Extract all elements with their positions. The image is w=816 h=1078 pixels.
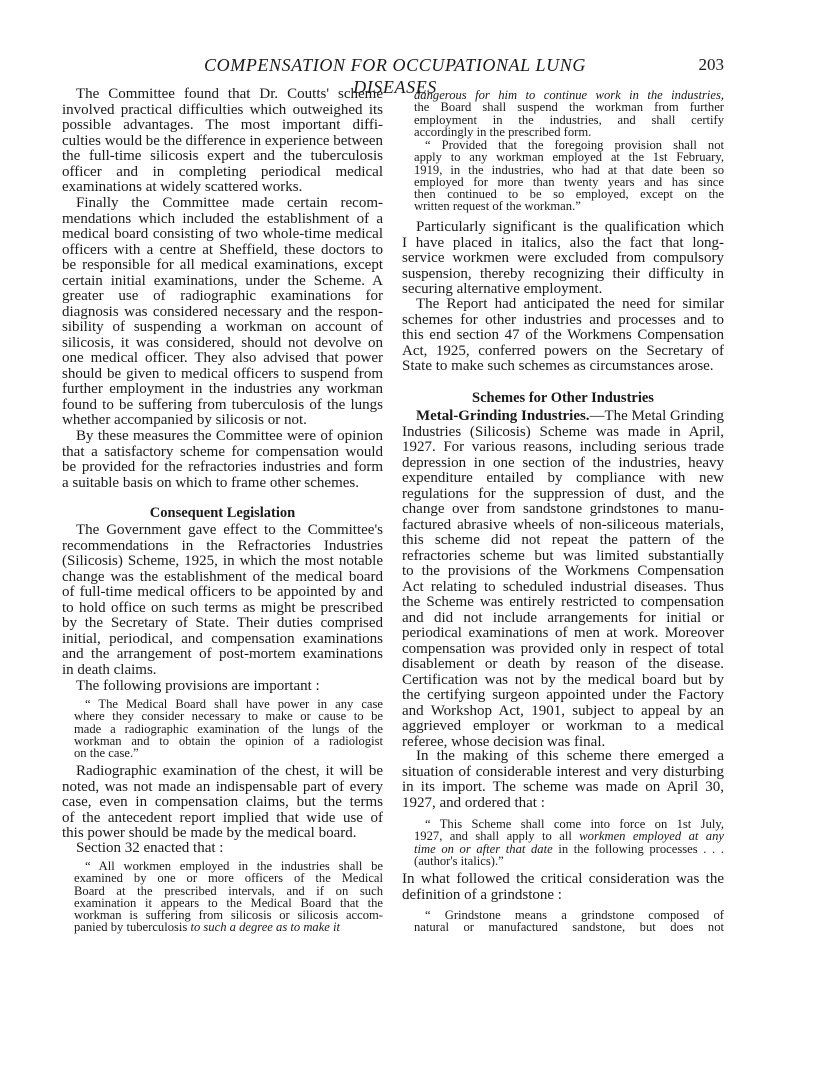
line-content: natural or manufactured sandstone, but does not: [414, 920, 724, 935]
text-line: [62, 460, 383, 476]
line-content: this scheme did not repeat the pattern of the: [402, 532, 724, 548]
paragraph: [62, 429, 383, 491]
line-content: In what followed the critical consideration was the: [402, 871, 724, 887]
line-content: definition of a grindstone :: [402, 886, 562, 903]
heading-text: [62, 505, 383, 521]
italic-text: time on or after that date: [414, 841, 553, 856]
text-line: [402, 220, 724, 236]
line-content: to the provisions of the Workmens Compensation: [402, 563, 724, 579]
line-content: recommendations in the Refractories Industries: [62, 537, 383, 554]
text-line: [62, 632, 383, 648]
line-content: change was the establishment of the medical board: [62, 568, 383, 585]
text-line: [62, 570, 383, 586]
text-line: [402, 456, 724, 472]
text-line: [62, 165, 383, 181]
paragraph: [62, 196, 383, 429]
line-content: and Workshop Act, 1901, subject to appeal by an: [402, 702, 724, 719]
paragraph: [402, 749, 724, 811]
line-content: expenditure entailed by compliance with new: [402, 470, 724, 486]
line-content: 1927. For various reasons, including serious trade: [402, 439, 724, 455]
line-content: examination it appears to the Medical Board that the: [74, 895, 383, 910]
text-line: [62, 413, 383, 429]
text-line: [402, 595, 724, 611]
line-content: and did not include arrangements for initial or: [402, 609, 724, 626]
line-content: “ Provided that the foregoing provision shall not: [425, 138, 724, 152]
line-content: sibility of suspending a workman on account of: [62, 319, 383, 335]
line-content: factured abrasive wheels of non-siliceous materials,: [402, 516, 724, 533]
line-content: then continued to be so employed, except on the: [414, 187, 724, 202]
text-line: [62, 258, 383, 274]
line-content: the Board shall suspend the workman from further: [414, 100, 724, 115]
line-content: involved practical difficulties which outweighed its: [62, 101, 383, 118]
text-line: [414, 921, 724, 933]
line-content: medical board consisting of two whole-time medical: [62, 226, 383, 242]
text-line: [414, 855, 724, 867]
text-line: [62, 841, 383, 857]
line-content: culties would be the difference in experience between: [62, 132, 383, 149]
text-line: [402, 872, 724, 888]
line-content: in death claims.: [62, 661, 157, 678]
line-content: in its import. The scheme was made on April 30,: [402, 779, 724, 795]
text-line: [402, 657, 724, 673]
line-content: Industries (Silicosis) Scheme was made in April,: [402, 423, 724, 440]
italic-text: workmen employed at any: [579, 829, 724, 844]
text-line: [402, 704, 724, 720]
text-line: [402, 236, 724, 252]
line-content: this power should be made by the medical board.: [62, 825, 357, 841]
line-content: by the Secretary of State. Their duties comprised: [62, 615, 383, 631]
text-line: [402, 409, 724, 425]
line-content: certain initial examinations, under the Scheme. A: [62, 272, 383, 289]
text-line: [402, 533, 724, 549]
line-content: Section 32 enacted that :: [76, 840, 224, 856]
line-content: Consequent Legislation: [149, 505, 296, 521]
line-content: The following provisions are important :: [76, 678, 320, 694]
line-content: disablement or death by reason of the disease.: [402, 656, 724, 672]
text-line: [62, 180, 383, 196]
line-content: I have placed in italics, also the fact that long-: [402, 234, 724, 251]
line-content: found to be suffering from tuberculosis of the lungs: [62, 396, 383, 413]
text-segment: —The Metal Grinding: [589, 408, 724, 424]
text-line: [62, 795, 383, 811]
text-line: [62, 398, 383, 414]
text-line: [62, 103, 383, 119]
text-line: [402, 518, 724, 534]
section-heading: [402, 390, 724, 406]
line-content: initial, periodical, and compensation examinations: [62, 630, 383, 647]
line-content: depression in one section of the industries, heavy: [402, 454, 724, 471]
running-title: COMPENSATION FOR OCCUPATIONAL LUNG DISEASES: [204, 55, 586, 97]
paragraph: [402, 220, 724, 298]
line-content: examined by one or more officers of the Medical: [74, 871, 383, 886]
text-line: [62, 647, 383, 663]
paragraph: [62, 87, 383, 196]
text-line: [62, 811, 383, 827]
line-content: examinations at widely scattered works.: [62, 179, 303, 195]
line-content: refractories scheme but was limited substantially: [402, 547, 724, 564]
text-line: [62, 554, 383, 570]
text-line: [402, 749, 724, 765]
line-content: securing alternative employment.: [402, 281, 603, 297]
block-quote: [74, 698, 383, 759]
text-line: [62, 305, 383, 321]
line-content: possible advantages. The most important diffi-: [62, 117, 383, 133]
text-line: [62, 616, 383, 632]
block-quote: [414, 139, 724, 213]
line-content: [74, 921, 340, 933]
line-content: aggrieved employer or workman to a medical: [402, 718, 724, 734]
line-content: service workmen were excluded from compulsory: [402, 250, 724, 266]
line-content: regulations for the suppression of dust, and the: [402, 485, 724, 502]
line-content: 1919, in the industries, who had at that date been so: [414, 162, 724, 177]
text-line: [402, 888, 724, 904]
text-line: [402, 328, 724, 344]
line-content: Schemes for Other Industries: [472, 390, 654, 406]
line-content: officers with a centre at Sheffield, these doctors to: [62, 241, 383, 258]
line-content: change over from sandstone grindstones to manu-: [402, 501, 724, 517]
text-line: [402, 425, 724, 441]
text-line: [402, 611, 724, 627]
text-line: [62, 764, 383, 780]
text-line: [62, 134, 383, 150]
line-content: The Committee found that Dr. Coutts' scheme: [76, 86, 383, 102]
line-content: one medical officer. They also advised that power: [62, 350, 383, 366]
paragraph: [402, 409, 724, 750]
text-line: [62, 476, 383, 492]
line-content: [416, 409, 724, 425]
text-line: [402, 796, 724, 812]
text-line: [62, 336, 383, 352]
line-content: silicosis, it was considered, should not devolve on: [62, 334, 383, 351]
text-line: [402, 549, 724, 565]
text-line: [414, 200, 724, 212]
text-line: [402, 440, 724, 456]
line-content: the Scheme was entirely restricted to compensation: [402, 594, 724, 610]
line-content: Board at the prescribed intervals, and if on such: [74, 883, 383, 898]
text-line: [62, 212, 383, 228]
block-quote: [414, 909, 724, 934]
line-content: (author's italics).”: [414, 853, 504, 868]
line-content: referee, whose decision was final.: [402, 733, 606, 750]
text-line: [402, 344, 724, 360]
text-line: [402, 267, 724, 283]
text-line: [402, 719, 724, 735]
line-content: “ All workmen employed in the industries shall be: [85, 859, 383, 873]
line-content: employment in the industries, and shall certify: [414, 112, 724, 127]
line-content: be provided for the refractories industries and form: [62, 459, 383, 475]
text-line: [62, 539, 383, 555]
text-line: [62, 382, 383, 398]
line-content: diagnosis was considered necessary and the respon-: [62, 303, 383, 320]
line-content: and the arrangement of post-mortem examinations: [62, 646, 383, 662]
line-content: By these measures the Committee were of opinion: [76, 428, 383, 444]
text-line: [62, 196, 383, 212]
text-line: [402, 580, 724, 596]
paragraph: [62, 523, 383, 678]
line-content: of the antecedent report implied that wide use of: [62, 809, 383, 826]
text-line: [62, 118, 383, 134]
line-content: accordingly in the prescribed form.: [414, 124, 592, 139]
text-line: [402, 673, 724, 689]
line-content: “ Grindstone means a grindstone composed of: [425, 908, 724, 922]
text-segment: 1927, and shall apply to all: [414, 829, 580, 844]
text-line: [402, 502, 724, 518]
line-content: The Report had anticipated the need for similar: [416, 296, 724, 312]
text-line: [402, 642, 724, 658]
text-line: [74, 921, 383, 933]
line-content: apply to any workman employed at the 1st February,: [414, 150, 724, 165]
line-content: officer and in completing periodical medical: [62, 163, 383, 180]
text-line: [62, 429, 383, 445]
line-content: Act, 1925, conferred powers on the Secretary of: [402, 342, 724, 359]
line-content: suspension, thereby recognizing their difficulty in: [402, 265, 724, 282]
page-number: 203: [698, 55, 724, 74]
line-content: workman is suffering from silicosis or silicosis accom-: [74, 908, 383, 923]
text-line: [62, 445, 383, 461]
line-content: noted, was not made an indispensable part of every: [62, 778, 383, 795]
text-line: [62, 663, 383, 679]
line-content: workman and to obtain the opinion of a radiologist: [74, 733, 383, 748]
italic-text: dangerous for him to continue work in the industries,: [414, 88, 724, 102]
text-line: [62, 601, 383, 617]
line-content: the certifying surgeon appointed under the Factory: [402, 687, 724, 703]
text-line: [62, 274, 383, 290]
heading-text: [402, 390, 724, 406]
line-content: that a satisfactory scheme for compensation would: [62, 443, 383, 460]
text-line: [402, 297, 724, 313]
text-segment: in the following processes . . .: [552, 841, 724, 856]
italic-text: to such a degree as to make it: [190, 920, 341, 935]
text-line: [402, 765, 724, 781]
text-line: [62, 320, 383, 336]
line-content: the full-time silicosis expert and the tuberculosis: [62, 148, 383, 164]
line-content: on the case.”: [74, 746, 139, 761]
section-heading: [62, 505, 383, 521]
text-line: [62, 87, 383, 103]
line-content: greater use of radiographic examinations for: [62, 288, 383, 304]
text-line: [62, 289, 383, 305]
line-content: where they consider necessary to make or cause to be: [74, 709, 383, 724]
line-content: Certification was not by the medical board but by: [402, 671, 724, 688]
line-content: State to make such schemes as circumstances arose.: [402, 358, 714, 374]
text-segment: panied by tuberculosis: [74, 920, 191, 935]
text-line: [402, 626, 724, 642]
text-line: [402, 359, 724, 375]
text-line: [62, 149, 383, 165]
text-line: [402, 487, 724, 503]
text-line: [62, 523, 383, 539]
line-content: Radiographic examination of the chest, it will be: [76, 763, 383, 779]
line-content: made a radiographic examination of the lungs of the: [74, 721, 383, 736]
text-line: [62, 679, 383, 695]
line-content: periodical examinations of men at work. Moreover: [402, 625, 724, 641]
line-content: this end section 47 of the Workmens Compensation: [402, 327, 724, 343]
bold-run-in-heading: Metal-Grinding Industries.: [416, 408, 590, 424]
line-content: compensation was provided only in respect of total: [402, 640, 724, 657]
line-content: Finally the Committee made certain recom-: [76, 195, 383, 211]
paragraph: [402, 297, 724, 375]
text-line: [62, 585, 383, 601]
text-line: [62, 780, 383, 796]
text-line: [414, 126, 724, 138]
line-content: Act relating to scheduled industrial diseases. Thus: [402, 578, 724, 595]
block-quote: [414, 818, 724, 867]
line-content: to hold office on such terms as might be prescribed: [62, 599, 383, 616]
line-content: In the making of this scheme there emerged a: [416, 748, 724, 764]
text-line: [402, 780, 724, 796]
line-content: “ This Scheme shall come into force on 1st July,: [425, 817, 724, 831]
text-line: [402, 564, 724, 580]
paragraph: [62, 679, 383, 695]
text-line: [402, 688, 724, 704]
text-line: [62, 243, 383, 259]
line-content: be responsible for all medical examinations, except: [62, 257, 383, 273]
line-content: The Government gave effect to the Committee's: [76, 522, 383, 538]
line-content: written request of the workman.”: [414, 199, 581, 214]
paragraph: [62, 764, 383, 842]
line-content: employed for more than twenty years and has since: [414, 174, 724, 189]
text-line: [402, 471, 724, 487]
text-line: [74, 747, 383, 759]
line-content: of full-time medical officers to be appointed by and: [62, 584, 383, 600]
text-line: [402, 251, 724, 267]
line-content: should be given to medical officers to suspend from: [62, 365, 383, 382]
text-line: [62, 227, 383, 243]
paragraph: [62, 841, 383, 857]
line-content: Particularly significant is the qualification which: [416, 219, 724, 235]
paragraph: [402, 872, 724, 903]
line-content: situation of considerable interest and very disturbing: [402, 763, 724, 780]
line-content: 1927, and ordered that :: [402, 794, 545, 811]
line-content: further employment in the industries any workman: [62, 381, 383, 397]
line-content: schemes for other industries and processes and to: [402, 311, 724, 328]
text-line: [62, 367, 383, 383]
line-content: a suitable basis on which to frame other schemes.: [62, 474, 359, 491]
line-content: (Silicosis) Scheme, 1925, in which the most notable: [62, 553, 383, 569]
block-quote: [74, 860, 383, 934]
line-content: whether accompanied by silicosis or not.: [62, 412, 307, 428]
line-content: mendations which included the establishment of a: [62, 210, 383, 227]
text-line: [402, 313, 724, 329]
line-content: “ The Medical Board shall have power in any case: [85, 697, 383, 711]
block-quote: [414, 89, 724, 138]
line-content: case, even in compensation claims, but the terms: [62, 794, 383, 810]
text-line: [62, 351, 383, 367]
